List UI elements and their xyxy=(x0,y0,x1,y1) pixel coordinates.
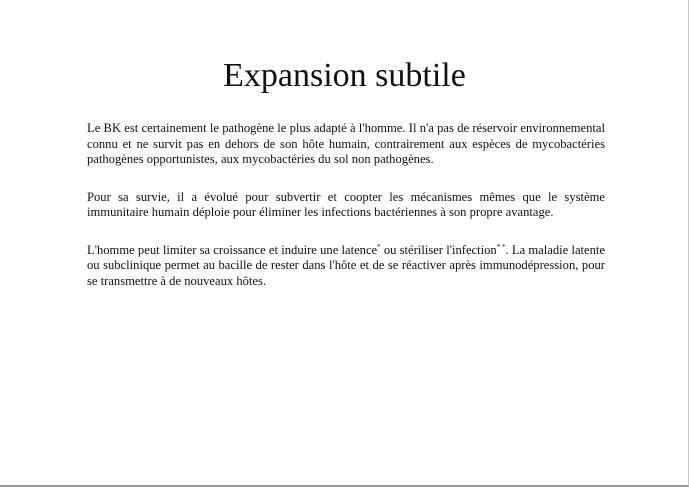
slide-body xyxy=(87,121,605,311)
paragraph-2: Pour sa survie, il a évolué pour subvertir et coopter les mécanismes mêmes que le système immunitaire humain déploie pour éliminer les infections bactériennes à son propre avantage. xyxy=(87,189,605,219)
footnote-mark-latence: * xyxy=(377,242,381,251)
paragraph-3-text-3: . La maladie latente ou subclinique permet au bacille de rester dans l'hôte et de se réactiver après immunodépression, pour se transmettre à de nouveaux hôtes. xyxy=(87,242,606,288)
paragraph-3 xyxy=(87,243,605,290)
slide-title: Expansion subtile xyxy=(223,57,466,94)
paragraph-3-text-1: L'homme peut limiter sa croissance et induire une latence xyxy=(87,242,378,257)
paragraph-3-text-2: ou stériliser l'infection xyxy=(380,242,497,257)
footnote-mark-infection: * * xyxy=(496,242,506,251)
paragraph-1: Le BK est certainement le pathogène le plus adapté à l'homme. Il n'a pas de réservoir environnemental connu et ne survit pas en dehors de son hôte humain, contrairement aux espèces de mycobactéries pathogènes opportunistes, aux mycobactéries du sol non pathogènes. xyxy=(87,121,605,166)
